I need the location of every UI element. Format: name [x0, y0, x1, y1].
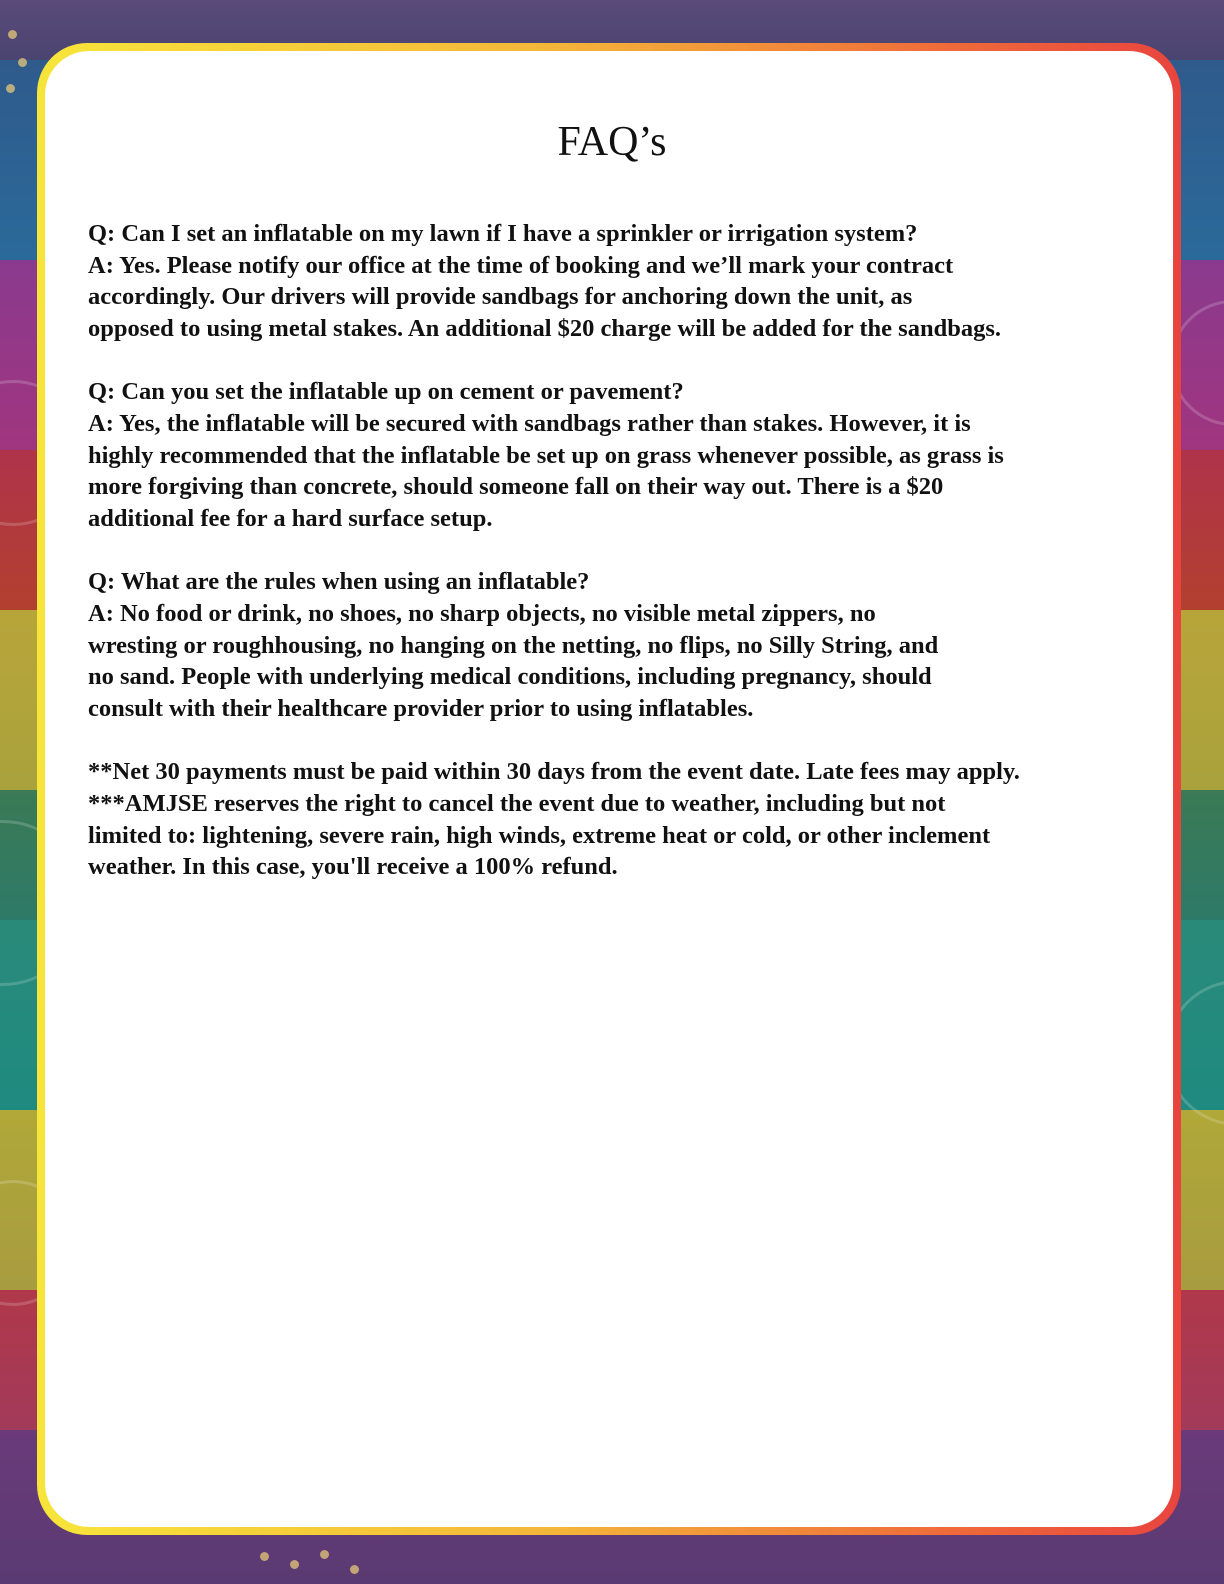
faq-answer-line: no sand. People with underlying medical conditions, including pregnancy, should: [88, 663, 932, 691]
faq-answer-line: A: Yes. Please notify our office at the time of booking and we’ll mark your contract: [88, 251, 954, 279]
page-title: FAQ’s: [557, 119, 667, 165]
dot-decoration: [260, 1552, 269, 1561]
dot-decoration: [350, 1565, 359, 1574]
faq-item-pavement: [88, 376, 1168, 534]
note-line: limited to: lightening, severe rain, high winds, extreme heat or cold, or other inclement: [88, 821, 991, 849]
note-line: weather. In this case, you'll receive a 100% refund.: [88, 853, 618, 881]
faq-answer-line: consult with their healthcare provider prior to using inflatables.: [88, 694, 754, 722]
faq-content: [88, 218, 1168, 915]
dot-decoration: [18, 58, 27, 67]
dot-decoration: [8, 30, 17, 39]
faq-answer-line: accordingly. Our drivers will provide sandbags for anchoring down the unit, as: [88, 283, 913, 311]
note-line: **Net 30 payments must be paid within 30 days from the event date. Late fees may apply.: [88, 758, 1020, 786]
dot-decoration: [290, 1560, 299, 1569]
faq-question: Q: What are the rules when using an inflatable?: [88, 568, 590, 596]
notes-block: [88, 756, 1168, 882]
faq-answer-line: A: Yes, the inflatable will be secured with sandbags rather than stakes. However, it is: [88, 409, 971, 437]
faq-question: Q: Can you set the inflatable up on cement or pavement?: [88, 378, 684, 406]
dot-decoration: [6, 84, 15, 93]
dot-decoration: [320, 1550, 329, 1559]
faq-answer-line: more forgiving than concrete, should someone fall on their way out. There is a $20: [88, 473, 944, 501]
faq-answer-line: highly recommended that the inflatable be set up on grass whenever possible, as grass is: [88, 441, 1004, 469]
faq-answer-line: opposed to using metal stakes. An additional $20 charge will be added for the sandbags.: [88, 314, 1001, 342]
note-line: ***AMJSE reserves the right to cancel the event due to weather, including but not: [88, 789, 946, 817]
faq-question: Q: Can I set an inflatable on my lawn if I have a sprinkler or irrigation system?: [88, 220, 918, 247]
faq-answer-line: additional fee for a hard surface setup.: [88, 504, 493, 532]
faq-answer-line: wresting or roughhousing, no hanging on the netting, no flips, no Silly String, and: [88, 631, 939, 659]
faq-answer-line: A: No food or drink, no shoes, no sharp objects, no visible metal zippers, no: [88, 599, 876, 627]
faq-item-rules: [88, 566, 1168, 724]
faq-item-sprinkler: [88, 218, 1168, 344]
